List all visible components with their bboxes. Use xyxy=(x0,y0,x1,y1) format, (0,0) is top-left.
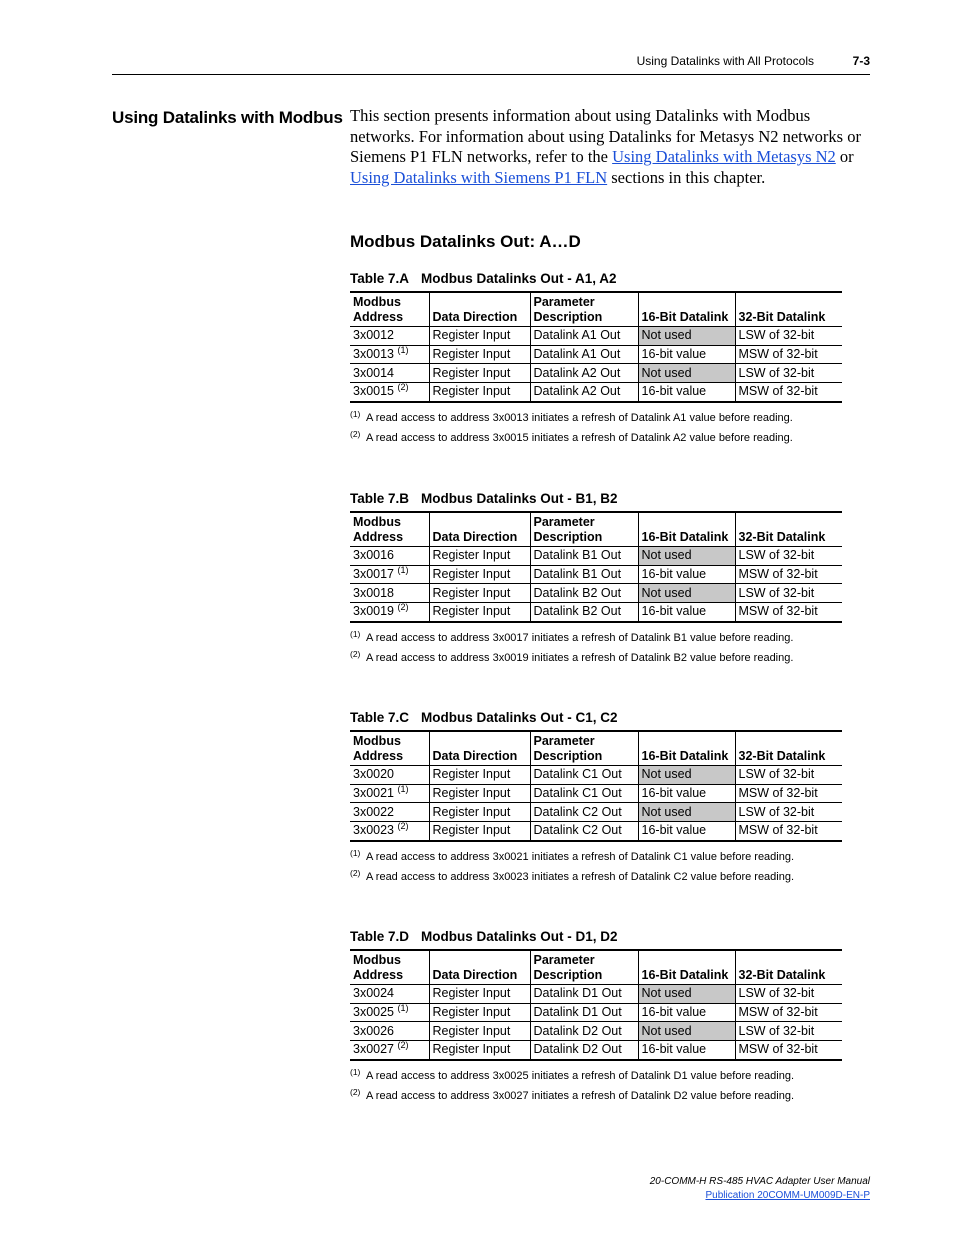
column-header: 16-Bit Datalink xyxy=(638,512,735,547)
footnote-text: A read access to address 3x0019 initiates a refresh of Datalink B2 value before reading. xyxy=(366,651,794,664)
bit32-cell: LSW of 32-bit xyxy=(735,1022,842,1041)
address-value: 3x0024 xyxy=(353,986,395,1001)
table-row xyxy=(350,383,842,402)
footnote xyxy=(350,1086,842,1106)
table-row xyxy=(350,565,842,584)
address-value: 3x0014 xyxy=(353,365,395,380)
intro-text: This section presents information about using Datalinks with Modbus networks. For information about using Datalinks for Metasys N2 networks or Siemens P1 FLN networks, refer to the xyxy=(350,106,861,167)
direction-cell: Register Input xyxy=(429,766,530,785)
address-value: 3x0026 xyxy=(353,1023,395,1038)
bit16-cell: Not used xyxy=(638,584,735,603)
bit16-cell: Not used xyxy=(638,803,735,822)
footnote-text: A read access to address 3x0027 initiates a refresh of Datalink D2 value before reading. xyxy=(366,1089,795,1102)
bit32-cell: MSW of 32-bit xyxy=(735,603,842,622)
column-header: Modbus Address xyxy=(353,953,404,982)
footnote-text: A read access to address 3x0023 initiates a refresh of Datalink C2 value before reading. xyxy=(366,870,795,883)
bit32-cell: MSW of 32-bit xyxy=(735,383,842,402)
address-cell xyxy=(350,784,429,803)
address-value: 3x0016 xyxy=(353,548,395,563)
address-cell xyxy=(350,565,429,584)
bit32-cell: MSW of 32-bit xyxy=(735,345,842,364)
footnote-text: A read access to address 3x0013 initiates a refresh of Datalink A1 value before reading. xyxy=(366,411,793,424)
table-header-row xyxy=(350,512,842,547)
footnote-text: A read access to address 3x0025 initiates a refresh of Datalink D1 value before reading. xyxy=(366,1069,795,1082)
description-cell: Datalink C1 Out xyxy=(530,784,638,803)
direction-cell: Register Input xyxy=(429,1041,530,1060)
address-cell xyxy=(350,803,429,822)
table-caption xyxy=(350,929,842,949)
footnote xyxy=(350,628,842,648)
table-row xyxy=(350,584,842,603)
bit16-cell: 16-bit value xyxy=(638,822,735,841)
address-cell xyxy=(350,985,429,1004)
address-cell xyxy=(350,1041,429,1060)
bit16-cell: 16-bit value xyxy=(638,565,735,584)
table-row xyxy=(350,985,842,1004)
footnote xyxy=(350,648,842,668)
bit16-cell: 16-bit value xyxy=(638,383,735,402)
column-header: Parameter Description xyxy=(530,731,638,766)
column-header: 32-Bit Datalink xyxy=(735,950,842,985)
bit32-cell: MSW of 32-bit xyxy=(735,822,842,841)
bit32-cell: LSW of 32-bit xyxy=(735,364,842,383)
table-header-row xyxy=(350,292,842,327)
footnote-ref: (2) xyxy=(397,1040,409,1051)
address-value: 3x0027 xyxy=(353,1042,395,1057)
footnote-text: A read access to address 3x0021 initiates a refresh of Datalink C1 value before reading. xyxy=(366,850,795,863)
datalink-table-block xyxy=(350,710,842,887)
table-row xyxy=(350,364,842,383)
bit32-cell: LSW of 32-bit xyxy=(735,766,842,785)
bit16-cell: Not used xyxy=(638,1022,735,1041)
address-cell xyxy=(350,364,429,383)
table-row xyxy=(350,766,842,785)
bit16-cell: Not used xyxy=(638,327,735,346)
direction-cell: Register Input xyxy=(429,364,530,383)
table-row xyxy=(350,1041,842,1060)
bit32-cell: MSW of 32-bit xyxy=(735,784,842,803)
address-value: 3x0015 xyxy=(353,384,395,399)
description-cell: Datalink A2 Out xyxy=(530,364,638,383)
description-cell: Datalink B1 Out xyxy=(530,565,638,584)
footnote-ref: (1) xyxy=(397,783,409,794)
footnote-mark: (1) xyxy=(350,847,361,858)
footnote xyxy=(350,847,842,867)
table-header-row xyxy=(350,950,842,985)
column-header: 16-Bit Datalink xyxy=(638,950,735,985)
direction-cell: Register Input xyxy=(429,584,530,603)
description-cell: Datalink D1 Out xyxy=(530,985,638,1004)
table-label: Table 7.C xyxy=(350,710,410,725)
address-cell xyxy=(350,547,429,566)
datalink-table xyxy=(350,291,842,403)
column-header: 32-Bit Datalink xyxy=(735,512,842,547)
datalink-table-block xyxy=(350,491,842,668)
page-footer xyxy=(650,1175,870,1203)
link-metasys-n2[interactable]: Using Datalinks with Metasys N2 xyxy=(612,147,836,167)
footnote-ref: (2) xyxy=(397,602,409,613)
bit32-cell: MSW of 32-bit xyxy=(735,1041,842,1060)
direction-cell: Register Input xyxy=(429,565,530,584)
datalink-table-block xyxy=(350,271,842,448)
direction-cell: Register Input xyxy=(429,784,530,803)
address-cell xyxy=(350,822,429,841)
direction-cell: Register Input xyxy=(429,383,530,402)
address-cell xyxy=(350,345,429,364)
address-cell xyxy=(350,327,429,346)
table-title: Modbus Datalinks Out - A1, A2 xyxy=(421,271,617,286)
column-header: 32-Bit Datalink xyxy=(735,731,842,766)
table-row xyxy=(350,822,842,841)
bit16-cell: 16-bit value xyxy=(638,345,735,364)
section-heading: Modbus Datalinks Out: A…D xyxy=(350,232,581,251)
footnote-mark: (2) xyxy=(350,867,361,878)
table-row xyxy=(350,547,842,566)
footnote-ref: (1) xyxy=(397,344,409,355)
page-number: 7-3 xyxy=(852,54,870,68)
address-value: 3x0017 xyxy=(353,567,395,582)
address-value: 3x0018 xyxy=(353,585,395,600)
footnote-ref: (1) xyxy=(397,564,409,575)
table-row xyxy=(350,1003,842,1022)
bit32-cell: MSW of 32-bit xyxy=(735,1003,842,1022)
intro-paragraph xyxy=(350,106,875,188)
column-header: 16-Bit Datalink xyxy=(638,731,735,766)
column-header: Data Direction xyxy=(429,292,530,327)
footnote-text: A read access to address 3x0017 initiates a refresh of Datalink B1 value before reading. xyxy=(366,631,794,644)
footnote xyxy=(350,408,842,428)
address-value: 3x0012 xyxy=(353,328,395,343)
table-header-row xyxy=(350,731,842,766)
address-value: 3x0013 xyxy=(353,347,395,362)
column-header: Data Direction xyxy=(429,731,530,766)
direction-cell: Register Input xyxy=(429,345,530,364)
table-title: Modbus Datalinks Out - B1, B2 xyxy=(421,491,618,506)
footnote xyxy=(350,1066,842,1086)
bit32-cell: LSW of 32-bit xyxy=(735,803,842,822)
datalink-table xyxy=(350,511,842,623)
page-header xyxy=(112,52,870,75)
bit32-cell: LSW of 32-bit xyxy=(735,547,842,566)
footnote-ref: (2) xyxy=(397,821,409,832)
direction-cell: Register Input xyxy=(429,327,530,346)
table-title: Modbus Datalinks Out - C1, C2 xyxy=(421,710,618,725)
description-cell: Datalink C2 Out xyxy=(530,822,638,841)
bit32-cell: MSW of 32-bit xyxy=(735,565,842,584)
table-footnotes xyxy=(350,408,842,448)
description-cell: Datalink D2 Out xyxy=(530,1022,638,1041)
intro-text: or xyxy=(835,147,854,167)
bit16-cell: 16-bit value xyxy=(638,784,735,803)
intro-text: sections in this chapter. xyxy=(607,167,766,187)
column-header: Parameter Description xyxy=(530,292,638,327)
description-cell: Datalink A1 Out xyxy=(530,345,638,364)
publication-link[interactable]: Publication 20COMM-UM009D-EN-P xyxy=(705,1190,870,1201)
direction-cell: Register Input xyxy=(429,822,530,841)
direction-cell: Register Input xyxy=(429,1022,530,1041)
footnote-ref: (1) xyxy=(397,1002,409,1013)
direction-cell: Register Input xyxy=(429,547,530,566)
description-cell: Datalink B2 Out xyxy=(530,584,638,603)
footnote-ref: (2) xyxy=(397,382,409,393)
description-cell: Datalink B1 Out xyxy=(530,547,638,566)
column-header: Parameter Description xyxy=(530,950,638,985)
direction-cell: Register Input xyxy=(429,1003,530,1022)
table-row xyxy=(350,345,842,364)
bit16-cell: 16-bit value xyxy=(638,603,735,622)
footnote-mark: (2) xyxy=(350,428,361,439)
direction-cell: Register Input xyxy=(429,603,530,622)
address-value: 3x0022 xyxy=(353,804,395,819)
column-header: Modbus Address xyxy=(353,515,404,544)
link-siemens-p1-fln[interactable]: Using Datalinks with Siemens P1 FLN xyxy=(350,167,608,187)
column-header: Parameter Description xyxy=(530,512,638,547)
bit16-cell: Not used xyxy=(638,364,735,383)
table-caption xyxy=(350,710,842,730)
description-cell: Datalink B2 Out xyxy=(530,603,638,622)
bit32-cell: LSW of 32-bit xyxy=(735,985,842,1004)
table-caption xyxy=(350,491,842,511)
datalink-table-block xyxy=(350,929,842,1106)
address-cell xyxy=(350,584,429,603)
bit16-cell: Not used xyxy=(638,985,735,1004)
footnote-mark: (1) xyxy=(350,628,361,639)
footnote-mark: (2) xyxy=(350,648,361,659)
footnote-text: A read access to address 3x0015 initiates a refresh of Datalink A2 value before reading. xyxy=(366,431,793,444)
address-cell xyxy=(350,1003,429,1022)
direction-cell: Register Input xyxy=(429,803,530,822)
datalink-table xyxy=(350,730,842,842)
table-row xyxy=(350,803,842,822)
table-footnotes xyxy=(350,1066,842,1106)
table-row xyxy=(350,1022,842,1041)
column-header: Data Direction xyxy=(429,950,530,985)
bit16-cell: 16-bit value xyxy=(638,1003,735,1022)
address-cell xyxy=(350,766,429,785)
table-row xyxy=(350,603,842,622)
description-cell: Datalink A1 Out xyxy=(530,327,638,346)
table-footnotes xyxy=(350,847,842,887)
datalink-table xyxy=(350,949,842,1061)
description-cell: Datalink D1 Out xyxy=(530,1003,638,1022)
manual-title: 20-COMM-H RS-485 HVAC Adapter User Manual xyxy=(649,1176,870,1187)
table-caption xyxy=(350,271,842,291)
table-label: Table 7.B xyxy=(350,491,410,506)
address-value: 3x0023 xyxy=(353,823,395,838)
bit16-cell: 16-bit value xyxy=(638,1041,735,1060)
footnote-mark: (2) xyxy=(350,1086,361,1097)
footnote xyxy=(350,428,842,448)
direction-cell: Register Input xyxy=(429,985,530,1004)
bit32-cell: LSW of 32-bit xyxy=(735,327,842,346)
address-value: 3x0020 xyxy=(353,767,395,782)
column-header: Modbus Address xyxy=(353,734,404,763)
footnote-mark: (1) xyxy=(350,1066,361,1077)
bit16-cell: Not used xyxy=(638,547,735,566)
address-cell xyxy=(350,1022,429,1041)
description-cell: Datalink D2 Out xyxy=(530,1041,638,1060)
address-cell xyxy=(350,383,429,402)
description-cell: Datalink C2 Out xyxy=(530,803,638,822)
address-value: 3x0021 xyxy=(353,786,395,801)
header-title: Using Datalinks with All Protocols xyxy=(636,54,814,68)
address-value: 3x0019 xyxy=(353,604,395,619)
footnote-mark: (1) xyxy=(350,408,361,419)
column-header: Data Direction xyxy=(429,512,530,547)
table-row xyxy=(350,784,842,803)
bit32-cell: LSW of 32-bit xyxy=(735,584,842,603)
footnote xyxy=(350,867,842,887)
table-label: Table 7.D xyxy=(350,929,410,944)
table-footnotes xyxy=(350,628,842,668)
table-row xyxy=(350,327,842,346)
column-header: Modbus Address xyxy=(353,295,404,324)
description-cell: Datalink A2 Out xyxy=(530,383,638,402)
side-heading: Using Datalinks with Modbus xyxy=(112,108,343,127)
address-value: 3x0025 xyxy=(353,1005,395,1020)
description-cell: Datalink C1 Out xyxy=(530,766,638,785)
bit16-cell: Not used xyxy=(638,766,735,785)
column-header: 16-Bit Datalink xyxy=(638,292,735,327)
table-title: Modbus Datalinks Out - D1, D2 xyxy=(421,929,618,944)
address-cell xyxy=(350,603,429,622)
table-label: Table 7.A xyxy=(350,271,410,286)
column-header: 32-Bit Datalink xyxy=(735,292,842,327)
